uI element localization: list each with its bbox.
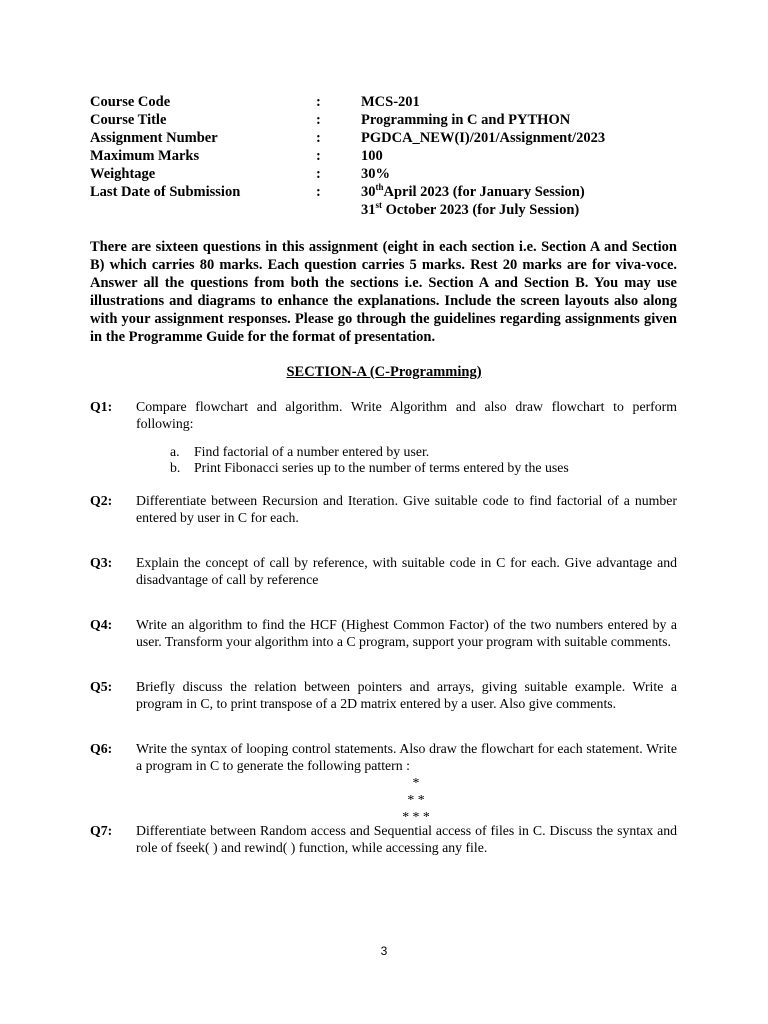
info-value: MCS-201 [361,94,420,110]
list-item [170,460,677,476]
star-pattern [136,774,696,825]
question-number: Q1: [90,399,113,414]
question-2 [90,492,677,526]
question-text: Compare flowchart and algorithm. Write Algorithm and also draw flowchart to perform following: [136,399,677,431]
date-suffix: th [375,182,384,193]
question-3 [90,554,677,588]
list-item-text: Find factorial of a number entered by user. [194,444,430,459]
list-marker: b. [170,460,181,475]
info-value: PGDCA_NEW(I)/201/Assignment/2023 [361,130,606,146]
info-colon: : [316,112,321,128]
info-colon: : [316,184,321,200]
question-7 [90,822,677,856]
question-4 [90,616,677,650]
info-value: 100 [361,148,383,164]
list-marker: a. [170,444,180,459]
date-rest: April 2023 (for January Session) [383,184,585,200]
submission-date-july [361,201,579,219]
info-label: Course Code [90,94,171,110]
info-value: Programming in C and PYTHON [361,112,571,128]
info-label: Course Title [90,112,167,128]
page-number: 3 [380,944,388,958]
course-info-table [90,93,605,219]
info-colon: : [316,130,321,146]
date-day: 30 [361,184,376,200]
list-item-text: Print Fibonacci series up to the number of terms entered by the uses [194,460,569,475]
info-row-submission-2 [90,201,605,219]
question-5 [90,678,677,712]
info-row-weightage [90,165,605,183]
date-suffix: st [375,200,382,211]
info-label: Assignment Number [90,130,218,146]
question-number: Q2: [90,493,113,508]
question-number: Q4: [90,617,113,632]
question-number: Q6: [90,741,113,756]
info-value: 30% [361,166,390,182]
submission-date-january [361,183,585,201]
question-text: Briefly discuss the relation between pointers and arrays, giving suitable example. Write a program in C, to print transpose of a 2D matrix entered by a user. Also give comments. [136,679,677,711]
info-label: Last Date of Submission [90,184,241,200]
question-6 [90,740,677,825]
question-text: Differentiate between Random access and Sequential access of files in C. Discuss the syntax and role of fseek( ) and rewind( ) function, while accessing any file. [136,823,677,855]
info-row-course-code [90,93,605,111]
info-label: Maximum Marks [90,148,200,164]
question-text: Write the syntax of looping control statements. Also draw the flowchart for each statement. Write a program in C to generate the following pattern : [136,741,677,773]
pattern-line: * [412,775,420,790]
date-rest: October 2023 (for July Session) [382,202,580,218]
list-item [170,444,677,460]
info-row-maximum-marks [90,147,605,165]
question-number: Q3: [90,555,113,570]
instructions-paragraph: There are sixteen questions in this assignment (eight in each section i.e. Section A and Section B) which carries 80 marks. Each question carries 5 marks. Rest 20 marks are for viva-voce. Answer all the questions from both the sections i.e. Section A and Section B. You may use illustrations and diagrams to enhance the explanations. Include the screen layouts also along with your assignment responses. Please go through the guidelines regarding assignments given in the Programme Guide for the format of presentation. [90,239,677,345]
pattern-line: * * [407,792,425,807]
question-1 [90,398,677,476]
question-text: Differentiate between Recursion and Iteration. Give suitable code to find factorial of a number entered by user in C for each. [136,493,677,525]
section-title: SECTION-A (C-Programming) [286,364,482,380]
question-text: Explain the concept of call by reference, with suitable code in C for each. Give advantage and disadvantage of call by reference [136,555,677,587]
sub-question-list [170,444,677,476]
info-row-course-title [90,111,605,129]
date-day: 31 [361,202,376,218]
info-colon: : [316,166,321,182]
pattern-line: * * * [402,809,430,824]
info-row-assignment-number [90,129,605,147]
info-row-submission [90,183,605,201]
question-text: Write an algorithm to find the HCF (Highest Common Factor) of the two numbers entered by a user. Transform your algorithm into a C program, support your program with suitable comments. [136,617,677,649]
question-number: Q5: [90,679,113,694]
info-colon: : [316,148,321,164]
info-label: Weightage [90,166,156,182]
question-number: Q7: [90,823,113,838]
info-colon: : [316,94,321,110]
